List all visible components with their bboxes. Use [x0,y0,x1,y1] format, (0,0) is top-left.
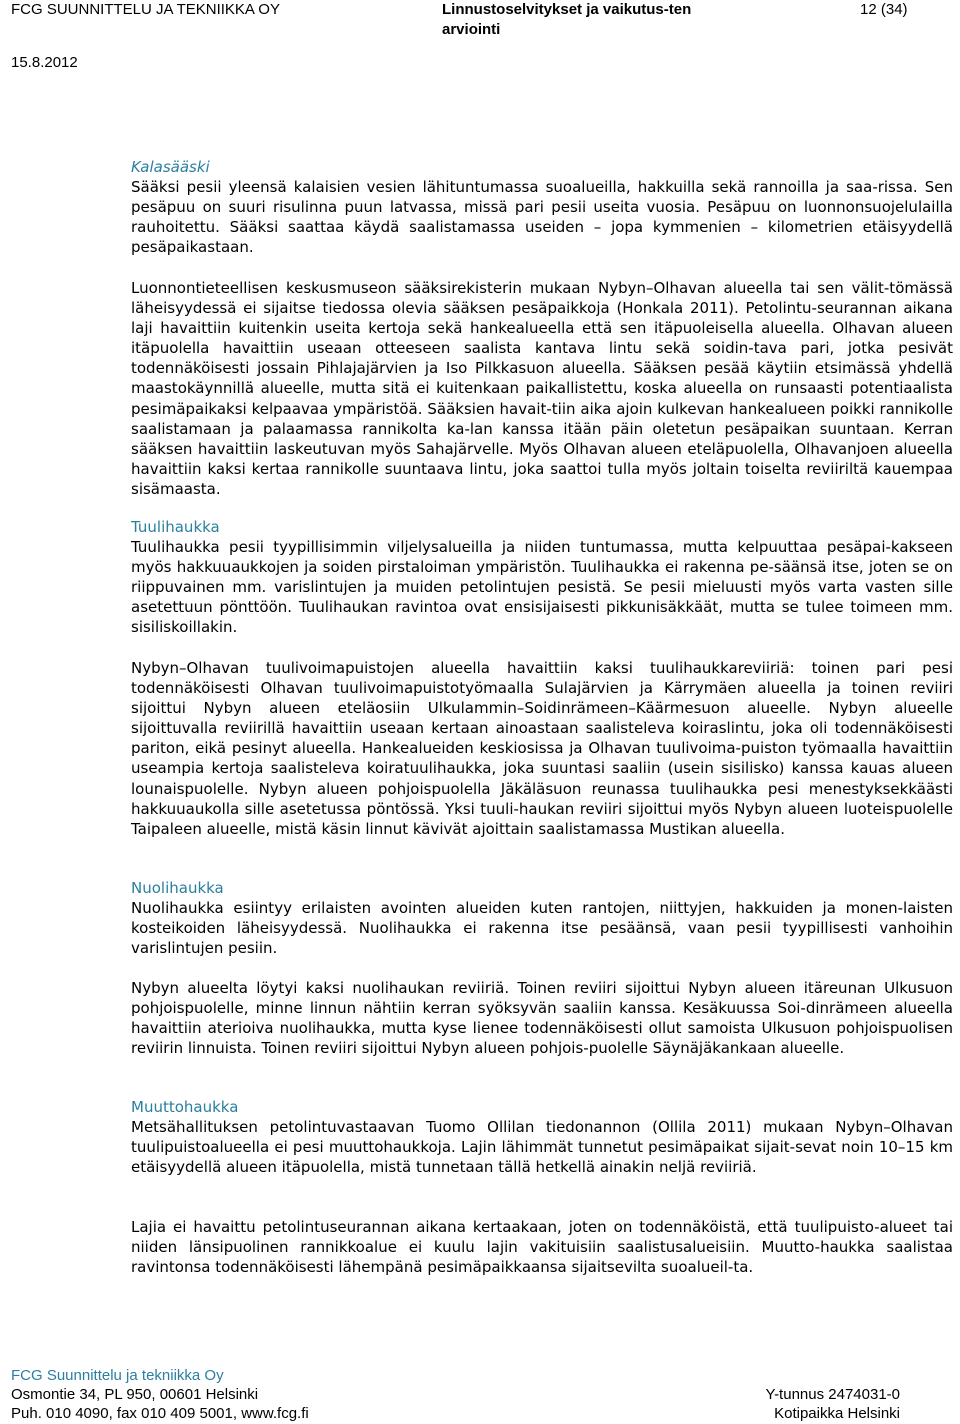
header-date: 15.8.2012 [11,54,78,71]
section-title-kalasaaski: Kalasääski [131,158,210,176]
paragraph-tuulihaukka-2: Nybyn–Olhavan tuulivoimapuistojen alueella havaittiin kaksi tuulihaukkareviiriä: toinen pari pesi todennäköisesti Olhavan tuulivoimapuistotyömaalla Sulajärvien ja Kärrymäen alueella ja toinen reviiri sijoittui Nybyn alueen eteläosiin Ulkulammin–Soidinrämeen–Käärmesuon alueelle. Nybyn alueelle sijoittuvalla reviirillä havaittiin useaan kertaan ainoastaan saalisteleva koiraslintu, joka oli todennäköisesti pariton, eikä pesinyt alueella. Hankealueiden keskiosissa ja Olhavan tuulivoima-puiston työmaalla havaittiin useampia kertoja saalisteleva koiratuulihaukka, joka suuntasi saaliin (usein sisilisko) kanssa kauas alueen lounaispuolelle. Nybyn alueen pohjoispuolella Jäkäläsuon reunassa tuulihaukka pesi menestyksekkäästi hakkuuaukolla sille asetetussa pöntössä. Yksi tuuli-haukan reviiri sijoittui myös Nybyn alueen luoteispuolelle Taipaleen alueelle, mistä käsin linnut kävivät ajoittain saalistamassa Mustikan alueella. [131,659,953,838]
paragraph-muuttohaukka-1: Metsähallituksen petolintuvastaavan Tuomo Ollilan tiedonannon (Ollila 2011) mukaan Nybyn–Olhavan tuulipuistoalueella ei pesi muuttohaukkoja. Lajin lähimmät tunnetut pesimäpaikat sijait-sevat noin 10–15 km etäisyydellä alueen itäpuolella, mistä tunnetaan tällä hetkellä ainakin neljä reviiriä. [131,1118,953,1177]
section-kalasaaski [131,157,953,257]
paragraph-kalasaaski-2: Luonnontieteellisen keskusmuseon sääksirekisterin mukaan Nybyn–Olhavan alueella tai sen välit-tömässä läheisyydessä ei sijaitse tiedossa olevia sääksen pesäpaikkoja (Honkala 2011). Petolintu-seurannan aikana laji havaittiin kuitenkin useita kertoja sekä hankealueella että sen itäpuoleisella alueella. Olhavan alueen itäpuolella havaittiin useaan otteeseen saalista kantava lintu sekä soidin-tava pari, jotka pesivät todennäköisesti jossain Pihlajajärvien ja Iso Pilkkasuon alueella. Sääksen pesää käytiin etsimässä yhdellä maastokäynnillä alueelle, mutta sitä ei kuitenkaan paikallistettu, koska alueella on runsaasti potentiaalista pesimäpaikaksi kelpaavaa ympäristöä. Sääksien havait-tiin aika ajoin kulkevan hankealueen poikki rannikolle saalistamaan ja palaamassa rannikolta ka-lan kanssa itään päin oletetun pesäpaikan suuntaan. Kerran sääksen havaittiin laskeutuvan myös Sahajärvelle. Myös Olhavan alueen eteläpuolella, Olhavanjoen alueella havaittiin kaksi kertaa rannikolle suuntaava lintu, joka saattoi tulla myös joltain toiselta reviiriltä kauempaa sisämaasta. [131,279,953,498]
paragraph-muuttohaukka-2: Lajia ei havaittu petolintuseurannan aikana kertaakaan, joten on todennäköistä, että tuulipuisto-alueet tai niiden länsipuolinen rannikkoalue ei kuulu lajin vakituisiin saalistusalueisiin. Muutto-haukka saalistaa ravintonsa todennäköisesti lähempänä pesimäpaikkaansa sijaitsevilta suoalueil-ta. [131,1218,953,1277]
section-title-tuulihaukka: Tuulihaukka [131,518,220,536]
section-muuttohaukka [131,1097,953,1177]
paragraph-tuulihaukka-1: Tuulihaukka pesii tyypillisimmin viljelysalueilla ja niiden tuntumassa, mutta kelpuuttaa pesäpai-kakseen myös hakkuuaukkojen ja soiden pirstaloiman ympäristön. Tuulihaukka ei rakenna pe-säänsä itse, joten se on riippuvainen mm. varislintujen ja muiden petolintujen pesistä. Se pesii mieluusti myös varta vasten sille asetettuun pönttöön. Tuulihaukan ravintoa ovat ensisijaisesti pikkunisäkkäät, mutta se tulee toimeen mm. sisiliskoillakin. [131,538,953,637]
footer-business-id: Y-tunnus 2474031-0 [765,1386,900,1403]
header-document-title: Linnustoselvitykset ja vaikutus-ten arviointi [442,1,692,38]
section-tuulihaukka [131,517,953,637]
header-company: FCG SUUNNITTELU JA TEKNIIKKA OY [11,1,280,18]
section-title-muuttohaukka: Muuttohaukka [131,1098,239,1116]
paragraph-kalasaaski-1: Sääksi pesii yleensä kalaisien vesien lähituntumassa suoalueilla, hakkuilla sekä rannoilla ja saa-rissa. Sen pesäpuu on suuri risulinna puun latvassa, missä pari pesii useita vuosia. Pesäpuu on luonnonsuojelulailla rauhoitettu. Sääksi saattaa käydä saalistamassa useiden – jopa kymmenien – kilometrien etäisyydellä pesäpaikastaan. [131,178,953,257]
footer-address: Osmontie 34, PL 950, 00601 Helsinki [11,1386,259,1403]
section-title-nuolihaukka: Nuolihaukka [131,879,224,897]
footer-contact: Puh. 010 4090, fax 010 409 5001, www.fcg.fi [11,1405,309,1422]
footer-company: FCG Suunnittelu ja tekniikka Oy [11,1367,224,1384]
paragraph-nuolihaukka-1: Nuolihaukka esiintyy erilaisten avointen alueiden kuten rantojen, niittyjen, hakkuiden ja monen-laisten kosteikoiden läheisyydessä. Nuolihaukka ei rakenna itse pesäänsä, vaan pesii tyypillisesti vanhoihin varislintujen pesiin. [131,899,953,958]
footer-domicile: Kotipaikka Helsinki [774,1405,900,1422]
paragraph-nuolihaukka-2: Nybyn alueelta löytyi kaksi nuolihaukan reviiriä. Toinen reviiri sijoittui Nybyn alueen itäreunan Ulkusuon pohjoispuolelle, minne linnun nähtiin kerran syöksyvän saaliin kanssa. Kesäkuussa Soi-dinrämeen alueella havaittiin aterioiva nuolihaukka, mutta kyse lienee todennäköisesti ollut samoista Ulkusuon pohjoispuolisen reviirin linnuista. Toinen reviiri sijoittui Nybyn alueen pohjois-puolelle Säynäjäkankaan alueelle. [131,979,953,1058]
section-nuolihaukka [131,878,953,958]
header-page-number: 12 (34) [860,1,908,18]
